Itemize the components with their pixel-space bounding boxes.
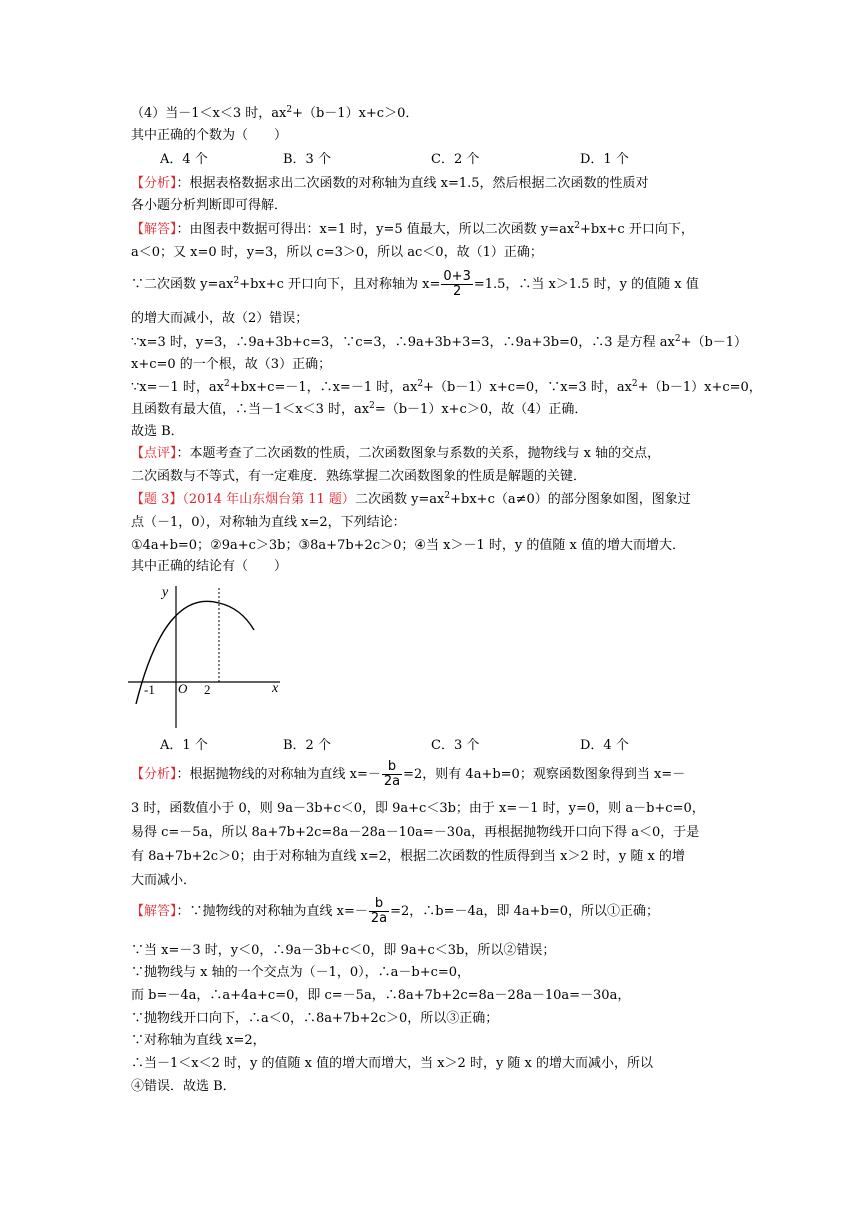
problem-3-line-2: 点（－1，0），对称轴为直线 x=2，下列结论： — [131, 515, 406, 530]
solution-1-line-7: ∵x=－1 时，$ax^2+bx+c=-1$，∴x=－1 时，$ax^2+(b-1)x+c=0$，∵x=3 时，$ax^2+(b-1)x+c=0$， — [131, 379, 762, 395]
problem-3-statements: ①4a+b=0；②9a+c＞3b；③8a+7b+2c＞0；④当 x＞－1 时，y 的值随 x 值的增大而增大． — [131, 538, 685, 553]
option-a-2: A．1 个 — [160, 738, 208, 753]
solution-3-conclusion: ④错误．故选 B． — [131, 1079, 236, 1094]
solution-3-line-7: ∴当－1＜x＜2 时，y 的值随 x 值的增大而增大，当 x＞2 时，y 随 x 的增大而减小，所以 — [131, 1056, 654, 1071]
solution-1-line-8: 且函数有最大值，∴当－1＜x＜3 时，$ax^2=(b-1)x+c>0$，故（4）正确． — [131, 401, 588, 417]
solution-3-line-5: ∵抛物线开口向下，∴a＜0，∴8a+7b+2c＞0，所以③正确； — [131, 1011, 499, 1026]
solution-1-conclusion: 故选 B． — [131, 424, 184, 439]
x-axis-label: x — [272, 681, 279, 696]
solution-1-line-5: ∵x=3 时，y=3，∴9a+3b+c=3，∵c=3，∴9a+3b+3=3，∴9a+3b=0，∴3 是方程 $ax^2+(b-1)$ — [131, 334, 748, 350]
fraction: $\frac{0+3}{2}$ — [443, 269, 471, 299]
solution-3-line-2: ∵当 x=－3 时，y＜0，∴9a－3b+c＜0，即 9a+c＜3b，所以②错误； — [131, 943, 556, 958]
fraction: $\frac{b}{2a}$ — [383, 759, 401, 789]
problem-3-prompt: 其中正确的结论有（ ） — [131, 559, 288, 574]
option-a: A．4 个 — [160, 152, 208, 167]
option-b-2: B．2 个 — [283, 738, 331, 753]
solution-1-line-3: ∵二次函数 $y=ax^2+bx+c$ 开口向下，且对称轴为 x= $\frac{0+3}{2}$ =1.5，∴当 x＞1.5 时，y 的值随 x 值 — [131, 269, 699, 299]
solution-1-line-2: a＜0；又 x=0 时，y=3，所以 c=3＞0，所以 ac＜0，故（1）正确； — [131, 245, 543, 260]
option-c-2: C．3 个 — [431, 738, 480, 753]
analysis-3-line-4: 有 8a+7b+2c＞0；由于对称轴为直线 x=2，根据二次函数的性质得到当 x＞2 时，y 随 x 的增 — [131, 849, 685, 864]
fraction: $\frac{b}{2a}$ — [370, 896, 388, 926]
problem-3-header: 【题 3】（2014 年山东烟台第 11 题）二次函数 $y=ax^2+bx+c(a\ne 0)$的部分图象如图，图象过 — [131, 491, 691, 507]
origin-label: O — [178, 681, 188, 696]
tick-label-2: 2 — [204, 682, 211, 697]
option-d-2: D．4 个 — [580, 738, 629, 753]
condition-4: （4）当－1＜x＜3 时，$ax^2+(b-1)x+c>0$． — [131, 105, 419, 121]
analysis-1-line-2: 各小题分析判断即可得解． — [131, 198, 288, 213]
solution-1-line-1: 【解答】：由图表中数据可得出：x=1 时，y=5 值最大，所以二次函数 $y=ax^2+bx+c$ 开口向下， — [131, 221, 694, 237]
question-prompt: 其中正确的个数为（ ） — [131, 128, 288, 143]
analysis-1-line-1: 【分析】：根据表格数据求出二次函数的对称轴为直线 x=1.5，然后根据二次函数的性质对 — [131, 176, 649, 191]
analysis-3-line-2: 3 时，函数值小于 0，则 9a－3b+c＜0，即 9a+c＜3b；由于 x=－1 时，y=0，则 a－b+c=0， — [131, 801, 705, 816]
y-axis-label: y — [162, 585, 169, 600]
solution-1-line-4: 的增大而减小，故（2）错误； — [131, 311, 309, 326]
analysis-3-line-1: 【分析】：根据抛物线的对称轴为直线 x=－ $\frac{b}{2a}$ =2，则有 4a+b=0；观察函数图象得到当 x=－ — [131, 759, 686, 789]
comment-line-1: 【点评】：本题考查了二次函数的性质，二次函数图象与系数的关系，抛物线与 x 轴的交点， — [131, 446, 661, 461]
solution-3-line-4: 而 b=－4a，∴a+4a+c=0，即 c=－5a，∴8a+7b+2c=8a－28a－10a=－30a， — [131, 988, 631, 1003]
option-d: D．1 个 — [580, 152, 629, 167]
solution-3-line-6: ∵对称轴为直线 x=2， — [131, 1033, 266, 1048]
option-b: B．3 个 — [283, 152, 331, 167]
tick-label-minus-1: -1 — [144, 682, 155, 697]
analysis-3-line-3: 易得 c=－5a，所以 8a+7b+2c=8a－28a－10a=－30a，再根据抛物线开口向下得 a＜0，于是 — [131, 825, 700, 840]
analysis-3-line-5: 大而减小． — [131, 873, 197, 888]
comment-line-2: 二次函数与不等式，有一定难度．熟练掌握二次函数图象的性质是解题的关键． — [131, 469, 587, 484]
solution-3-line-3: ∵抛物线与 x 轴的一个交点为（－1，0），∴a－b+c=0， — [131, 965, 471, 980]
solution-3-line-1: 【解答】：∵抛物线的对称轴为直线 x=－ $\frac{b}{2a}$ =2，∴b=－4a，即 4a+b=0，所以①正确； — [131, 896, 660, 926]
solution-1-line-6: x+c=0 的一个根，故（3）正确； — [131, 357, 332, 372]
option-c: C．2 个 — [431, 152, 480, 167]
parabola-graph — [126, 578, 286, 738]
